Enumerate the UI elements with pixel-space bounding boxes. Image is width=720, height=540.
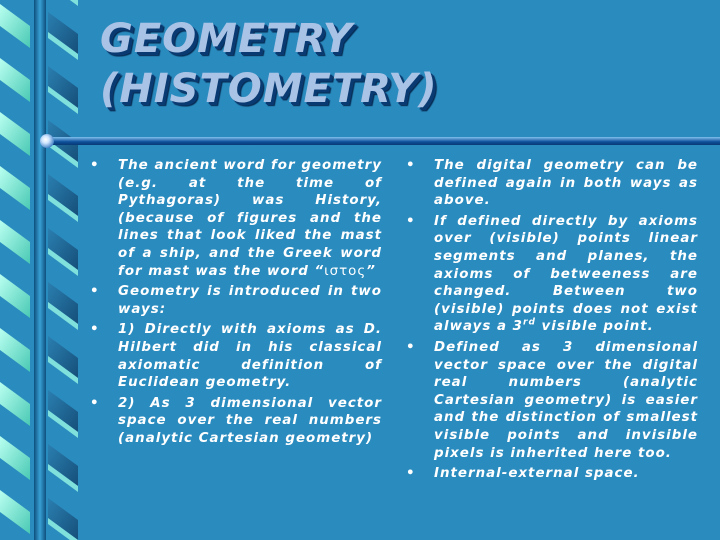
- divider-bar: [48, 137, 720, 145]
- item-text-end: visible point.: [535, 319, 654, 335]
- bullet-icon: •: [406, 339, 416, 355]
- decorative-ribbon: [0, 0, 80, 540]
- list-item: [90, 395, 382, 448]
- bullet-icon: •: [406, 213, 416, 229]
- item-text: 1) Directly with axioms as D. Hilbert did in his classical axiomatic definition of Euclidean geometry.: [118, 322, 382, 391]
- list-item: [406, 213, 698, 336]
- divider-ball: [40, 134, 54, 148]
- bullet-icon: •: [90, 284, 100, 300]
- item-text: Internal-external space.: [434, 466, 640, 482]
- ribbon-front-segment: [0, 220, 30, 264]
- ribbon-front-segment: [0, 436, 30, 480]
- list-item: [90, 321, 382, 391]
- greek-word: ιστος: [324, 263, 367, 279]
- list-item: [90, 283, 382, 318]
- bullet-icon: •: [90, 322, 100, 338]
- right-bullet-list: [406, 157, 698, 483]
- item-text: Defined as 3 dimensional vector space over the digital real numbers (analytic Cartesian geometry) is easier and the distinction of smallest visible points and invisible pixels is inherited here too.: [434, 339, 698, 461]
- item-text: The ancient word for geometry (e.g. at the time of Pythagoras) was History, (because of figures and the lines that look liked the mast of a ship, and the Greek word for mast was the word “: [118, 158, 382, 279]
- item-text-end: ”: [366, 263, 376, 279]
- right-column: [406, 157, 698, 486]
- list-item: [406, 465, 698, 483]
- item-text: Geometry is introduced in two ways:: [118, 284, 382, 317]
- superscript: rd: [523, 317, 536, 328]
- left-bullet-list: [90, 157, 382, 448]
- list-item: [406, 339, 698, 462]
- ribbon-front-segment: [0, 166, 30, 210]
- list-item: [90, 157, 382, 280]
- left-column: [90, 157, 382, 451]
- bullet-icon: •: [406, 466, 416, 482]
- title-divider: [40, 134, 720, 148]
- slide-title: [100, 14, 700, 114]
- bullet-icon: •: [90, 395, 100, 411]
- bullet-icon: •: [406, 158, 416, 173]
- ribbon-front-segment: [0, 328, 30, 372]
- ribbon-front-segment: [0, 274, 30, 318]
- ribbon-front-segment: [0, 58, 30, 102]
- item-text: If defined directly by axioms over (visible) points linear segments and planes, the axioms of betweeness are changed. Between two (visible) points does not exist always a 3: [434, 213, 698, 335]
- bullet-icon: •: [90, 158, 100, 173]
- ribbon-front-segment: [0, 4, 30, 48]
- ribbon-graphic: [0, 0, 80, 540]
- item-text: The digital geometry can be defined again in both ways as above.: [434, 158, 698, 209]
- item-text: 2) As 3 dimensional vector space over the real numbers (analytic Cartesian geometry): [118, 395, 382, 446]
- ribbon-front-segment: [0, 490, 30, 534]
- ribbon-front-segment: [0, 382, 30, 426]
- title-line-2: (HISTOMETRY): [100, 66, 438, 112]
- list-item: [406, 157, 698, 210]
- ribbon-edge-segment: [48, 0, 78, 6]
- ribbon-front-segment: [0, 112, 30, 156]
- title-line-1: GEOMETRY: [100, 16, 353, 62]
